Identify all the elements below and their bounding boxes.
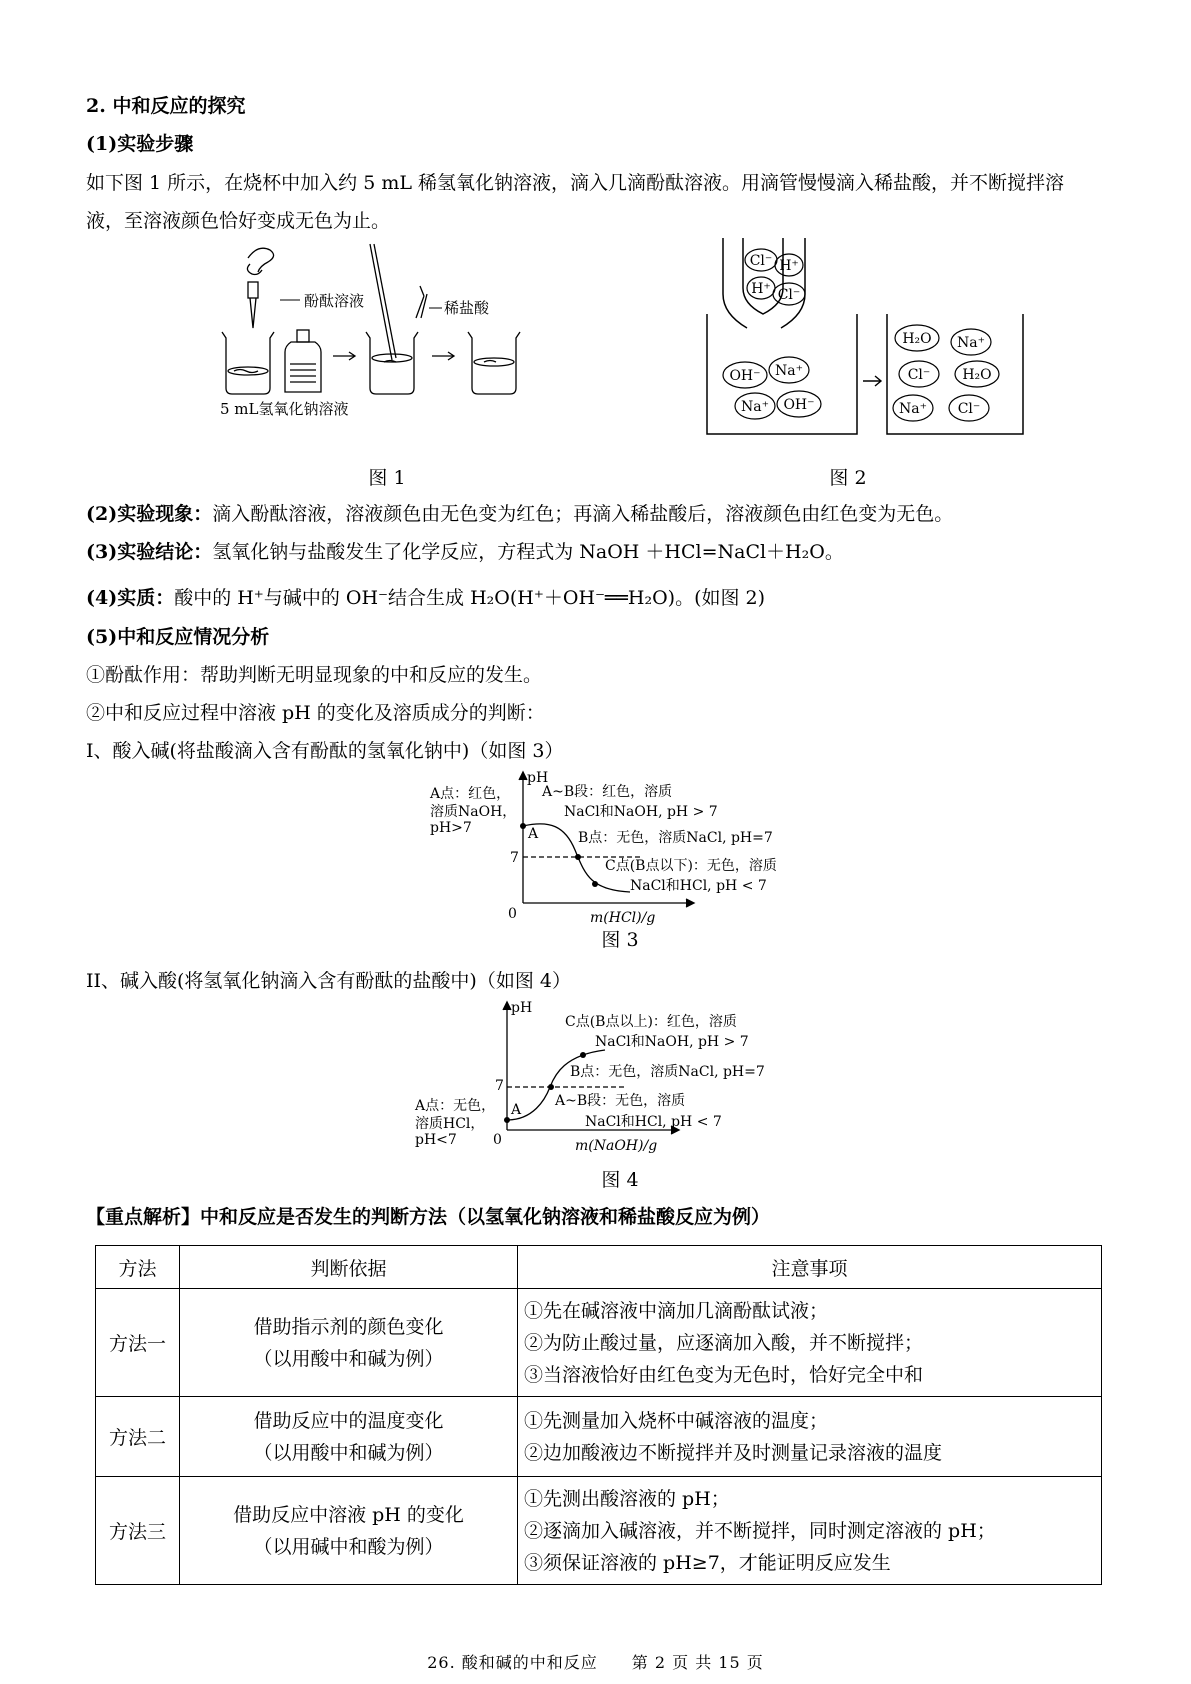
ion-na: Na⁺ (741, 399, 769, 415)
phenomenon: (2)实验现象：滴入酚酞溶液，溶液颜色由无色变为红色；再滴入稀盐酸后，溶液颜色由红色变为无色。 (86, 503, 954, 525)
ion-cl: Cl⁻ (907, 367, 931, 383)
table-row (96, 1289, 1102, 1397)
ion-h: H⁺ (751, 281, 771, 297)
note-a: 溶质NaOH， (430, 804, 517, 820)
note-ab: NaCl和HCl, pH < 7 (585, 1114, 722, 1130)
page-footer: 26. 酸和碱的中和反应 第 2 页 共 15 页 (427, 1653, 764, 1672)
table-row (96, 1397, 1102, 1477)
note-a: A点：无色， (415, 1098, 496, 1114)
origin-label: 0 (493, 1132, 502, 1148)
note-a: pH>7 (430, 820, 472, 836)
key-heading: 【重点解析】中和反应是否发生的判断方法（以氢氧化钠溶液和稀盐酸反应为例） (86, 1206, 771, 1228)
notes-cell: ①先测量加入烧杯中碱溶液的温度； ②边加酸液边不断搅拌并及时测量记录溶液的温度 (518, 1397, 1102, 1477)
header-basis: 判断依据 (180, 1246, 518, 1289)
method-cell: 方法二 (96, 1397, 180, 1477)
y-axis-label: pH (527, 770, 549, 786)
label-phenolphthalein: 酚酞溶液 (304, 292, 365, 310)
ion-na: Na⁺ (957, 335, 985, 351)
note-a: A点：红色， (430, 786, 511, 802)
ion-oh: OH⁻ (783, 397, 815, 413)
case-2: II、碱入酸(将氢氧化钠滴入含有酚酞的盐酸中)（如图 4） (86, 970, 571, 992)
method-cell: 方法三 (96, 1477, 180, 1585)
section-title: 2. 中和反应的探究 (86, 95, 246, 117)
figure-4 (415, 1000, 835, 1160)
y-axis-label: pH (511, 1000, 533, 1016)
x-axis-label: m(NaOH)/g (575, 1138, 658, 1154)
item-1: ①酚酞作用：帮助判断无明显现象的中和反应的发生。 (86, 664, 543, 686)
beaker-1 (222, 332, 274, 394)
item-2: ②中和反应过程中溶液 pH 的变化及溶质成分的判断： (86, 702, 545, 724)
ion-cl: Cl⁻ (749, 253, 773, 269)
point-a (504, 1117, 510, 1123)
label-naoh: 5 mL氢氧化钠溶液 (220, 400, 349, 418)
point-c (580, 1052, 586, 1058)
point-b (548, 1084, 554, 1090)
ion-cl: Cl⁻ (957, 401, 981, 417)
table-row (96, 1477, 1102, 1585)
caption-fig1: 图 1 (368, 467, 406, 489)
point-a-label: A (511, 1102, 522, 1118)
header-method: 方法 (96, 1246, 180, 1289)
beaker-3 (468, 332, 520, 394)
basis-cell: 借助反应中的温度变化 （以用酸中和碱为例） (180, 1397, 518, 1477)
ion-h: H⁺ (779, 258, 799, 274)
note-a: pH<7 (415, 1132, 457, 1148)
step-text: 如下图 1 所示，在烧杯中加入约 5 mL 稀氢氧化钠溶液，滴入几滴酚酞溶液。用滴管慢慢滴入稀盐酸，并不断搅拌溶液，至溶液颜色恰好变成无色为止。 (86, 172, 1065, 232)
step-heading: (1)实验步骤 (86, 133, 194, 155)
note-b: B点：无色，溶质NaCl, pH=7 (570, 1064, 765, 1080)
ion-na: Na⁺ (899, 401, 927, 417)
method-cell: 方法一 (96, 1289, 180, 1397)
point-a-label: A (528, 826, 539, 842)
notes-cell: ①先在碱溶液中滴加几滴酚酞试液； ②为防止酸过量，应逐滴加入酸，并不断搅拌； ③当溶液恰好由红色变为无色时，恰好完全中和 (518, 1289, 1102, 1397)
label-hcl: 稀盐酸 (444, 299, 490, 317)
analysis-heading: (5)中和反应情况分析 (86, 626, 270, 648)
note-ab: A~B段：红色，溶质 (542, 784, 673, 800)
caption-fig3: 图 3 (601, 929, 639, 951)
beaker-2 (366, 244, 427, 394)
reagent-bottle (285, 330, 321, 392)
figure-1 (220, 238, 540, 458)
note-c: C点(B点以上)：红色，溶质 (565, 1014, 737, 1030)
ion-oh: OH⁻ (729, 368, 761, 384)
basis-cell: 借助指示剂的颜色变化 （以用酸中和碱为例） (180, 1289, 518, 1397)
methods-table (95, 1245, 1102, 1585)
figure-2 (705, 238, 1045, 448)
ion-cl: Cl⁻ (777, 287, 801, 303)
tick-7: 7 (510, 850, 519, 866)
note-ab: A~B段：无色，溶质 (555, 1093, 686, 1109)
conclusion: (3)实验结论：氢氧化钠与盐酸发生了化学反应，方程式为 NaOH ＋HCl=NaCl＋H₂O。 (86, 541, 844, 563)
essence: (4)实质：酸中的 H⁺与碱中的 OH⁻结合生成 H₂O(H⁺＋OH⁻══H₂O)。(如图 2) (86, 587, 766, 609)
tick-7: 7 (495, 1078, 504, 1094)
caption-fig2: 图 2 (829, 467, 867, 489)
note-c: C点(B点以下)：无色，溶质 (605, 858, 777, 874)
note-c: NaCl和NaOH, pH > 7 (595, 1034, 749, 1050)
point-a (520, 823, 526, 829)
point-b (575, 854, 581, 860)
point-c (592, 881, 598, 887)
origin-label: 0 (508, 906, 517, 922)
dropper-icon (247, 248, 273, 328)
molecule-h2o: H₂O (902, 331, 932, 347)
note-ab: NaCl和NaOH, pH > 7 (564, 804, 718, 820)
molecule-h2o: H₂O (962, 367, 992, 383)
note-b: B点：无色，溶质NaCl, pH=7 (578, 830, 773, 846)
figure-3 (430, 770, 850, 926)
curve-fig4 (507, 1050, 605, 1120)
case-1: I、酸入碱(将盐酸滴入含有酚酞的氢氧化钠中)（如图 3） (86, 740, 564, 762)
basis-cell: 借助反应中溶液 pH 的变化 （以用碱中和酸为例） (180, 1477, 518, 1585)
note-c: NaCl和HCl, pH < 7 (630, 878, 767, 894)
caption-fig4: 图 4 (601, 1169, 639, 1191)
header-notes: 注意事项 (518, 1246, 1102, 1289)
x-axis-label: m(HCl)/g (590, 910, 656, 926)
table-header-row (96, 1246, 1102, 1289)
ion-na: Na⁺ (775, 363, 803, 379)
notes-cell: ①先测出酸溶液的 pH； ②逐滴加入碱溶液，并不断搅拌，同时测定溶液的 pH； ③须保证溶液的 pH≥7，才能证明反应发生 (518, 1477, 1102, 1585)
note-a: 溶质HCl， (415, 1116, 485, 1132)
